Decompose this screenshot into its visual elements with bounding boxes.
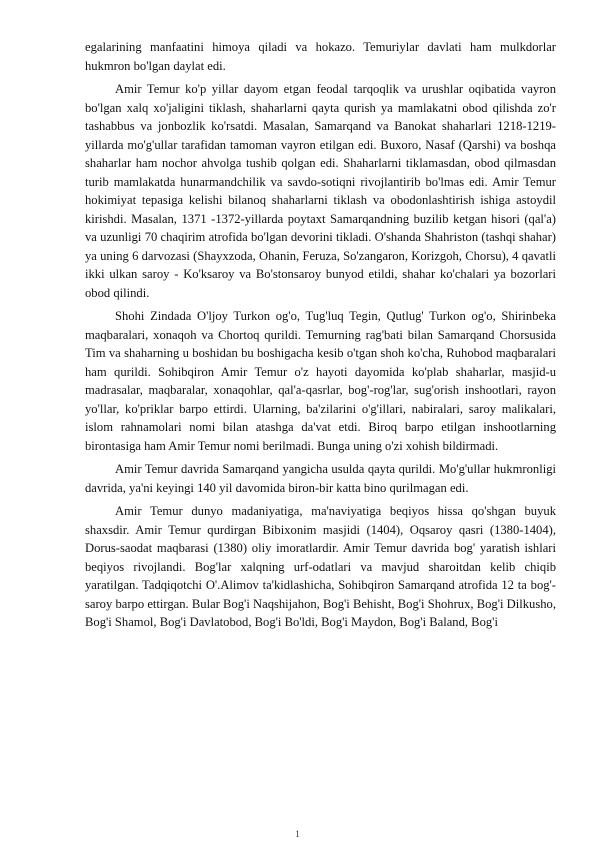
page-number: 1 [295,829,300,839]
paragraph-city-restoration: Amir Temur ko'p yillar dayom etgan feodal tarqoqlik va urushlar oqibatida vayron bo'lgan xalq xo'jaligini tiklash, shaharlarni qayta qurish ya mamlakatni obod qilishda zo'r tashabbus va jonbozlik ko'rsatdi. Masalan, Samarqand va Banokat shaharlari 1218-1219-yillarda mo'g'ullar tarafidan tamoman vayron etilgan edi. Buxoro, Nasaf (Qarshi) va boshqa shaharlar ham nochor ahvolga tushib qolgan edi. Shaharlarni tiklamasdan, obod qilmasdan turib mamlakatda hunarmandchilik va savdo-sotiqni rivojlantirib bo'lmas edi. Amir Temur hokimiyat tepasiga kelishi bilanoq shaharlarni tiklash va obodonlashtirish ishiga astoydil kirishdi. Masalan, 1371 -1372-yillarda poytaxt Samarqandning buzilib ketgan hisori (qal'a) va uzunligi 70 chaqirim atrofida bo'lgan devorini tikladi. O'shanda Shahriston (tashqi shahar) ya uning 6 darvozasi (Shayxzoda, Ohanin, Feruza, So'zangaron, Korizgoh, Chorsu), 4 qavatli ikki ulkan saroy - Ko'ksaroy va Bo'stonsaroy bunyod etildi, shahar ko'chalari ya bozorlari obod qilindi. [85,82,556,300]
paragraph-shohi-zinda: Shohi Zindada O'ljoy Turkon og'o, Tug'luq Tegin, Qutlug' Turkon og'o, Shirinbeka maqbaralari, xonaqoh va Chortoq qurildi. Temurning rag'bati bilan Samarqand Chorsusida Tim va shaharning u boshidan bu boshigacha kesib o'tgan shoh ko'cha, Ruhobod maqbaralari ham qurildi. Sohibqiron Amir Temur o'z hayoti dayomida ko'plab shaharlar, masjid-u madrasalar, maqbaralar, xonaqohlar, qal'a-qasrlar, bog'-rog'lar, sug'orish inshootlari, rayon yo'llar, ko'priklar barpo ettirdi. Ularning, ba'zilarini o'g'illari, nabiralari, saroy malikalari, islom rahnamolari nomi bilan atashga da'vat etdi. Biroq barpo etilgan inshootlarning birontasiga ham Amir Temur nomi berilmadi. Bunga uning o'zi xohish bildirmadi. [85,309,556,453]
document-page [85,38,556,637]
paragraph-culture-gardens: Amir Temur dunyo madaniyatiga, ma'naviyatiga beqiyos hissa qo'shgan buyuk shaxsdir. Amir Temur qurdirgan Bibixonim masjidi (1404), Oqsaroy qasri (1380-1404), Dorus-saodat maqbarasi (1380) oliy imoratlardir. Amir Temur davrida bog' yaratish ishlari beqiyos rivojlandi. Bog'lar xalqning urf-odatlari va mavjud sharoitdan kelib chiqib yaratilgan. Tadqiqotchi O'.Alimov ta'kidlashicha, Sohibqiron Samarqand atrofida 12 ta bog'-saroy barpo ettirgan. Bular Bog'i Naqshijahon, Bog'i Behisht, Bog'i Shohrux, Bog'i Dilkusho, Bog'i Shamol, Bog'i Davlatobod, Bog'i Bo'ldi, Bog'i Maydon, Bog'i Baland, Bog'i [85,504,556,629]
paragraph-samarqand-rebuilt: Amir Temur davrida Samarqand yangicha usulda qayta qurildi. Mo'g'ullar hukmronligi davrida, ya'ni keyingi 140 yil davomida biron-bir katta bino qurilmagan edi. [85,462,556,495]
paragraph-continuation: egalarining manfaatini himoya qiladi va hokazo. Temuriylar davlati ham mulkdorlar hukmron bo'lgan daylat edi. [85,40,556,73]
